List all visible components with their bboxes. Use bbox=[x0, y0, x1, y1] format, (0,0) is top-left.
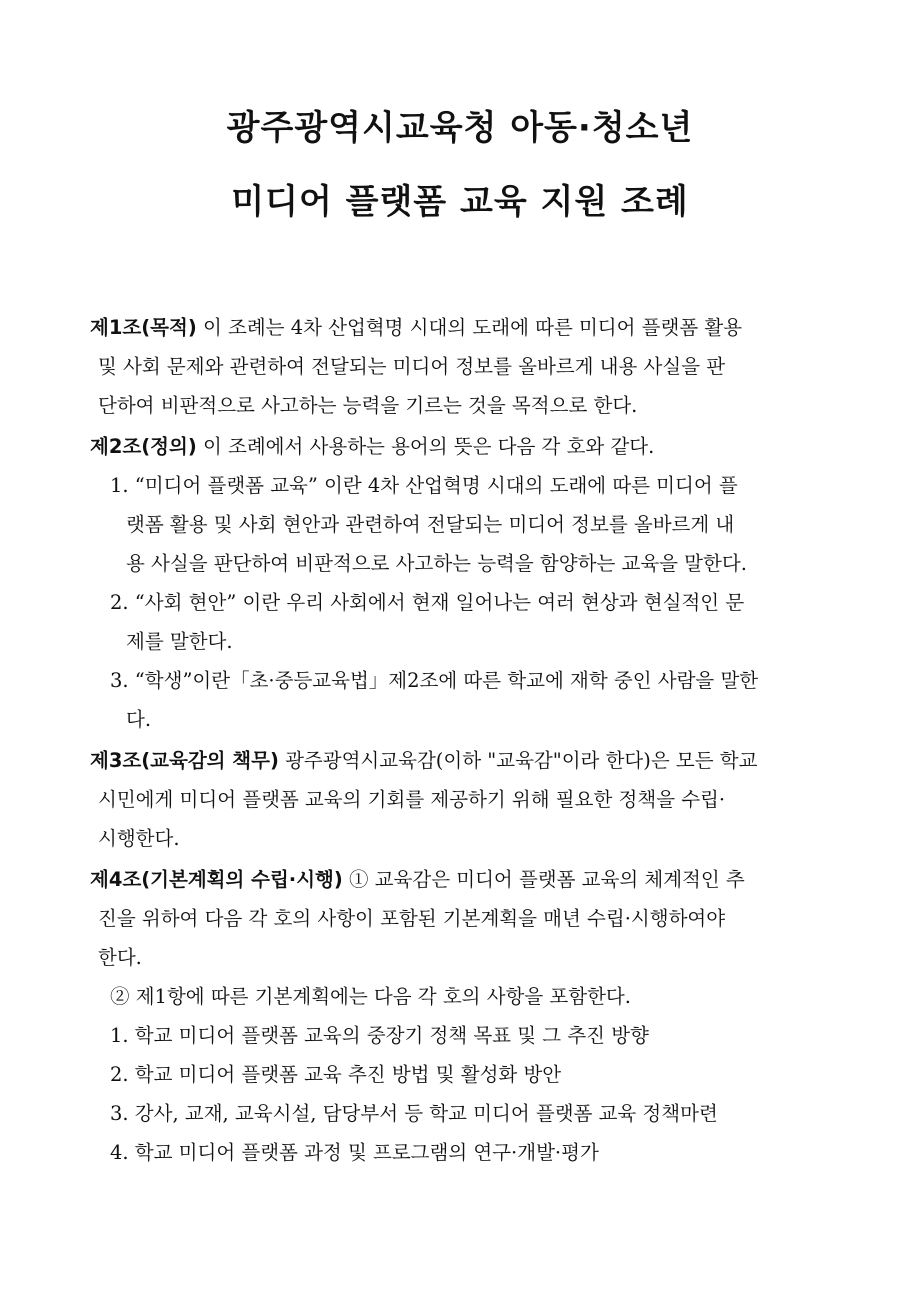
article-4-heading: 제4조(기본계획의 수립·시행) bbox=[90, 868, 343, 891]
document-title bbox=[0, 100, 920, 248]
ordinance-body bbox=[90, 308, 835, 1174]
article-1-line-3: 단하여 비판적으로 사고하는 능력을 기르는 것을 목적으로 한다. bbox=[98, 394, 638, 417]
article-4-item-2: 2. 학교 미디어 플랫폼 교육 추진 방법 및 활성화 방안 bbox=[110, 1063, 562, 1086]
article-3 bbox=[90, 741, 835, 858]
article-2-item-1-line-1: 1. “미디어 플랫폼 교육” 이란 4차 산업혁명 시대의 도래에 따른 미디어 플 bbox=[110, 474, 738, 497]
article-1 bbox=[90, 308, 835, 425]
article-2-item-3-line-1: 3. “학생”이란「초·중등교육법」제2조에 따른 학교에 재학 중인 사람을 말한 bbox=[110, 669, 759, 692]
article-4-item-1: 1. 학교 미디어 플랫폼 교육의 중장기 정책 목표 및 그 추진 방향 bbox=[110, 1024, 649, 1047]
article-3-heading: 제3조(교육감의 책무) bbox=[90, 749, 279, 772]
article-4-item-3: 3. 강사, 교재, 교육시설, 담당부서 등 학교 미디어 플랫폼 교육 정책마련 bbox=[110, 1102, 718, 1125]
article-1-line-1: 이 조례는 4차 산업혁명 시대의 도래에 따른 미디어 플랫폼 활용 bbox=[196, 316, 743, 339]
article-4-paragraph-2: ② 제1항에 따른 기본계획에는 다음 각 호의 사항을 포함한다. bbox=[110, 985, 631, 1008]
article-4-item-4: 4. 학교 미디어 플랫폼 과정 및 프로그램의 연구·개발·평가 bbox=[110, 1141, 599, 1164]
title-line-2: 미디어 플랫폼 교육 지원 조례 bbox=[231, 182, 689, 222]
article-3-line-1: 광주광역시교육감(이하 "교육감"이라 한다)은 모든 학교 bbox=[278, 749, 758, 772]
article-1-heading: 제1조(목적) bbox=[90, 316, 197, 339]
article-2-item-2-line-1: 2. “사회 현안” 이란 우리 사회에서 현재 일어나는 여러 현상과 현실적인 문 bbox=[110, 591, 745, 614]
article-4-line-2: 진을 위하여 다음 각 호의 사항이 포함된 기본계획을 매년 수립·시행하여야 bbox=[98, 907, 726, 930]
title-line-1: 광주광역시교육청 아동·청소년 bbox=[226, 108, 694, 148]
article-2-item-1-line-2: 랫폼 활용 및 사회 현안과 관련하여 전달되는 미디어 정보를 올바르게 내 bbox=[126, 513, 735, 536]
article-2-item-2-line-2: 제를 말한다. bbox=[126, 630, 233, 653]
article-4 bbox=[90, 860, 835, 1172]
article-4-line-1: ① 교육감은 미디어 플랫폼 교육의 체계적인 추 bbox=[342, 868, 745, 891]
article-2-item-3-line-2: 다. bbox=[126, 708, 152, 731]
article-2-line-1: 이 조례에서 사용하는 용어의 뜻은 다음 각 호와 같다. bbox=[196, 435, 655, 458]
article-3-line-3: 시행한다. bbox=[98, 827, 180, 850]
article-1-line-2: 및 사회 문제와 관련하여 전달되는 미디어 정보를 올바르게 내용 사실을 판 bbox=[98, 355, 726, 378]
article-2-item-1-line-3: 용 사실을 판단하여 비판적으로 사고하는 능력을 함양하는 교육을 말한다. bbox=[126, 552, 747, 575]
article-3-line-2: 시민에게 미디어 플랫폼 교육의 기회를 제공하기 위해 필요한 정책을 수립· bbox=[98, 788, 726, 811]
article-2-heading: 제2조(정의) bbox=[90, 435, 197, 458]
article-4-line-3: 한다. bbox=[98, 946, 142, 969]
article-2 bbox=[90, 427, 835, 739]
